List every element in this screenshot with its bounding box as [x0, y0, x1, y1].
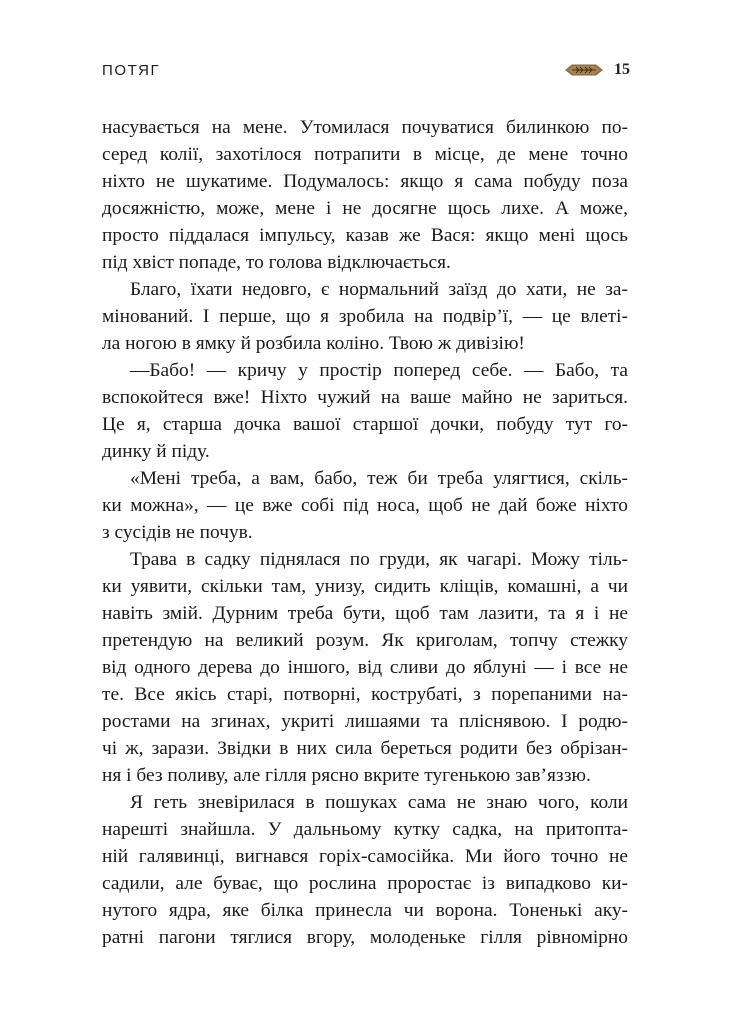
text-line: Благо, їхати недовго, є нормальний заїзд до хати, не за- [130, 279, 628, 300]
text-line: ратні пагони тяглися вгору, молоденьке гілля рівномірно [102, 927, 628, 948]
page-number: 15 [614, 61, 630, 78]
text-line: претендую на великий розум. Як криголам, топчу стежку [102, 630, 628, 651]
text-line: просто піддалася імпульсу, казав же Вася: якщо мені щось [102, 225, 628, 246]
text-line: ніхто не шукатиме. Подумалось: якщо я сама побуду поза [102, 171, 628, 192]
paragraph [102, 114, 628, 276]
paragraph [102, 357, 628, 465]
text-line: ки можна», — це вже собі під носа, щоб не дай боже ніхто [102, 495, 628, 516]
page-header [102, 60, 630, 84]
text-line: насувається на мене. Утомилася почуватися билинкою по- [102, 117, 628, 138]
paragraph [102, 789, 628, 951]
text-line: Це я, старша дочка вашої старшої дочки, побуду тут го- [102, 414, 628, 435]
paragraph [102, 465, 628, 546]
text-line: ростами на згинах, укриті лишаями та пліснявою. І родю- [102, 711, 628, 732]
text-line: ла ногою в ямку й розбила коліно. Твою ж дивізію! [102, 333, 525, 354]
text-line: мінований. І перше, що я зробила на подвір’ї, — це влеті- [102, 306, 628, 327]
text-line: нарешті знайшла. У дальньому кутку садка, на притоптa- [102, 819, 628, 840]
text-line: ній галявинці, вигнався горіх-самосійка. Ми його точно не [102, 846, 628, 867]
text-line: навіть змій. Дурним треба бути, щоб там лазити, та я і не [102, 603, 628, 624]
text-line: вспокойтеся вже! Ніхто чужий на ваше майно не зариться. [102, 387, 628, 408]
text-line: Трава в садку піднялася по груди, як чагарі. Можу тіль- [130, 549, 628, 570]
text-line: нутого ядра, яке білка принесла чи ворона. Тоненькі аку- [102, 900, 628, 921]
text-line: ня і без поливу, але гілля рясно вкрите тугенькою зав’яззю. [102, 765, 591, 786]
text-line: садили, але буває, що рослина проростає із випадково ки- [102, 873, 628, 894]
text-line: під хвіст попаде, то голова відключається. [102, 252, 451, 273]
text-line: Я геть зневірилася в пошуках сама не знаю чого, коли [130, 792, 628, 813]
text-line: досяжністю, може, мене і не досягне щось лихе. А може, [102, 198, 628, 219]
paragraph [102, 546, 628, 789]
paragraph [102, 276, 628, 357]
body-text [102, 114, 628, 951]
ornamental-divider-icon [564, 63, 604, 77]
text-line: серед колії, захотілося потрапити в місце, де мене точно [102, 144, 628, 165]
text-line: динку й піду. [102, 441, 210, 462]
text-line: від одного дерева до іншого, від сливи до яблуні — і все не [102, 657, 628, 678]
text-line: ки уявити, скільки там, унизу, сидить кліщів, комашні, а чи [102, 576, 628, 597]
text-line: те. Все якісь старі, потворні, кострубаті, з порепаними на- [102, 684, 628, 705]
running-title: ПОТЯГ [102, 62, 161, 79]
text-line: «Мені треба, а вам, бабо, теж би треба улягтися, скіль- [130, 468, 628, 489]
text-line: —Бабо! — кричу у простір поперед себе. — Бабо, та [130, 360, 628, 381]
text-line: чі ж, зарази. Звідки в них сила береться родити без обрізан- [102, 738, 628, 759]
text-line: з сусідів не почув. [102, 522, 253, 543]
